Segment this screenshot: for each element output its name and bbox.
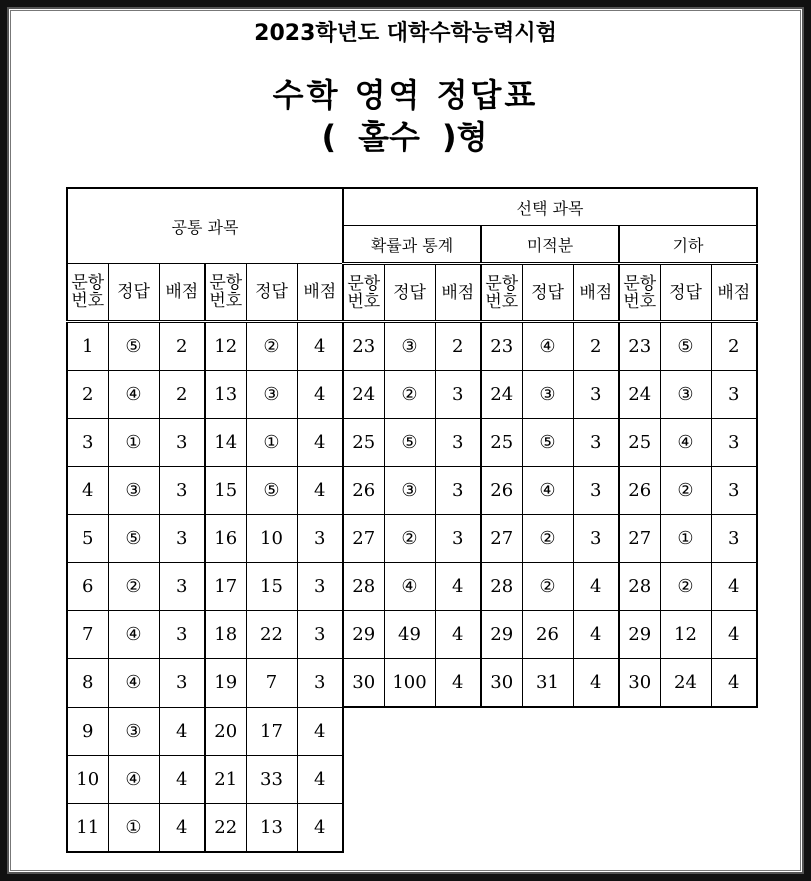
answer-cell: ⑤ (384, 419, 435, 467)
question-number: 24 (481, 371, 522, 419)
answer-cell: 22 (246, 611, 297, 659)
question-number: 11 (67, 803, 108, 852)
answer-cell: ② (384, 515, 435, 563)
type-open-paren: ( (321, 118, 337, 156)
question-number: 1 (67, 322, 108, 371)
answer-cell: 7 (246, 659, 297, 708)
points-cell: 4 (297, 419, 343, 467)
question-number: 16 (205, 515, 246, 563)
points-cell: 3 (711, 515, 757, 563)
points-cell: 3 (159, 515, 205, 563)
question-number: 21 (205, 755, 246, 803)
answer-cell: ③ (108, 707, 159, 755)
col-header-number: 문항 번호 (481, 264, 522, 322)
table-row (67, 563, 757, 611)
question-number: 29 (343, 611, 384, 659)
answer-cell: ④ (108, 755, 159, 803)
answer-cell: ② (660, 563, 711, 611)
table-row (67, 515, 757, 563)
answer-cell: ④ (108, 659, 159, 708)
answer-cell: ④ (108, 371, 159, 419)
points-cell: 4 (297, 371, 343, 419)
col-header-answer: 정답 (660, 264, 711, 322)
col-header-points: 배점 (711, 264, 757, 322)
points-cell: 4 (159, 803, 205, 852)
answer-cell: ① (108, 803, 159, 852)
question-number: 28 (619, 563, 660, 611)
answer-cell: ④ (522, 467, 573, 515)
points-cell: 4 (435, 611, 481, 659)
answer-cell: ⑤ (522, 419, 573, 467)
question-number: 29 (481, 611, 522, 659)
subject-geometry-header: 기하 (619, 226, 757, 264)
answer-table (66, 187, 758, 853)
question-number: 13 (205, 371, 246, 419)
points-cell: 3 (573, 467, 619, 515)
answer-cell: 49 (384, 611, 435, 659)
empty-area (343, 803, 757, 852)
question-number: 3 (67, 419, 108, 467)
question-number: 2 (67, 371, 108, 419)
points-cell: 3 (573, 419, 619, 467)
answer-cell: 12 (660, 611, 711, 659)
question-number: 7 (67, 611, 108, 659)
points-cell: 4 (435, 659, 481, 708)
question-number: 30 (343, 659, 384, 708)
points-cell: 4 (711, 563, 757, 611)
answer-cell: 24 (660, 659, 711, 708)
col-header-number: 문항 번호 (205, 264, 246, 322)
col-header-answer: 정답 (108, 264, 159, 322)
points-cell: 4 (159, 755, 205, 803)
answer-cell: ④ (660, 419, 711, 467)
points-cell: 2 (435, 322, 481, 371)
subject-calculus-header: 미적분 (481, 226, 619, 264)
question-number: 23 (481, 322, 522, 371)
points-cell: 3 (159, 419, 205, 467)
answer-cell: ② (522, 515, 573, 563)
points-cell: 3 (435, 515, 481, 563)
points-cell: 4 (297, 322, 343, 371)
empty-area (343, 707, 757, 755)
main-title: 수학 영역 정답표 (272, 76, 539, 114)
question-number: 27 (343, 515, 384, 563)
table-row (67, 659, 757, 708)
question-number: 26 (343, 467, 384, 515)
points-cell: 3 (159, 659, 205, 708)
col-header-answer: 정답 (522, 264, 573, 322)
answer-cell: ② (108, 563, 159, 611)
points-cell: 4 (573, 611, 619, 659)
question-number: 10 (67, 755, 108, 803)
points-cell: 3 (159, 611, 205, 659)
answer-cell: ② (522, 563, 573, 611)
exam-title: 2023학년도 대학수학능력시험 (254, 21, 557, 46)
points-cell: 4 (573, 659, 619, 708)
question-number: 23 (619, 322, 660, 371)
answer-cell: ⑤ (660, 322, 711, 371)
points-cell: 4 (297, 707, 343, 755)
answer-cell: ③ (108, 467, 159, 515)
points-cell: 3 (297, 611, 343, 659)
col-header-points: 배점 (435, 264, 481, 322)
answer-cell: 13 (246, 803, 297, 852)
question-number: 26 (481, 467, 522, 515)
question-number: 22 (205, 803, 246, 852)
points-cell: 3 (159, 467, 205, 515)
answer-cell: ③ (660, 371, 711, 419)
table-row (67, 322, 757, 371)
answer-cell: 100 (384, 659, 435, 708)
points-cell: 3 (297, 563, 343, 611)
question-number: 4 (67, 467, 108, 515)
col-header-number: 문항 번호 (67, 264, 108, 322)
question-number: 25 (481, 419, 522, 467)
answer-cell: 31 (522, 659, 573, 708)
col-header-answer: 정답 (246, 264, 297, 322)
col-header-answer: 정답 (384, 264, 435, 322)
points-cell: 4 (573, 563, 619, 611)
col-header-points: 배점 (573, 264, 619, 322)
answer-cell: ① (660, 515, 711, 563)
points-cell: 4 (159, 707, 205, 755)
answer-cell: 15 (246, 563, 297, 611)
elective-subject-header: 선택 과목 (343, 188, 757, 226)
answer-cell: ③ (522, 371, 573, 419)
question-number: 30 (619, 659, 660, 708)
points-cell: 4 (297, 755, 343, 803)
table-row (67, 803, 757, 852)
answer-cell: ① (246, 419, 297, 467)
points-cell: 2 (159, 322, 205, 371)
question-number: 24 (619, 371, 660, 419)
question-number: 9 (67, 707, 108, 755)
question-number: 27 (481, 515, 522, 563)
points-cell: 2 (711, 322, 757, 371)
points-cell: 4 (711, 659, 757, 708)
points-cell: 3 (573, 371, 619, 419)
type-close-paren: )형 (441, 118, 488, 156)
table-row (67, 611, 757, 659)
common-subject-header: 공통 과목 (67, 188, 343, 264)
question-number: 6 (67, 563, 108, 611)
table-row (67, 467, 757, 515)
answer-cell: ④ (522, 322, 573, 371)
exam-type-value: 홀수 (358, 118, 420, 156)
answer-cell: 10 (246, 515, 297, 563)
answer-cell: ④ (108, 611, 159, 659)
answer-cell: ③ (384, 322, 435, 371)
question-number: 15 (205, 467, 246, 515)
col-header-points: 배점 (297, 264, 343, 322)
points-cell: 3 (297, 515, 343, 563)
table-row (67, 707, 757, 755)
question-number: 18 (205, 611, 246, 659)
points-cell: 4 (297, 803, 343, 852)
answer-cell: ② (384, 371, 435, 419)
points-cell: 3 (711, 467, 757, 515)
question-number: 8 (67, 659, 108, 708)
question-number: 26 (619, 467, 660, 515)
table-row (67, 755, 757, 803)
points-cell: 3 (435, 371, 481, 419)
points-cell: 4 (435, 563, 481, 611)
points-cell: 4 (297, 467, 343, 515)
answer-cell: 26 (522, 611, 573, 659)
question-number: 27 (619, 515, 660, 563)
points-cell: 3 (435, 419, 481, 467)
question-number: 19 (205, 659, 246, 708)
table-row (67, 419, 757, 467)
question-number: 5 (67, 515, 108, 563)
col-header-number: 문항 번호 (619, 264, 660, 322)
col-header-points: 배점 (159, 264, 205, 322)
answer-cell: 33 (246, 755, 297, 803)
points-cell: 2 (573, 322, 619, 371)
answer-cell: ⑤ (108, 322, 159, 371)
points-cell: 3 (159, 563, 205, 611)
answer-cell: ② (660, 467, 711, 515)
col-header-number: 문항 번호 (343, 264, 384, 322)
points-cell: 2 (159, 371, 205, 419)
question-number: 28 (343, 563, 384, 611)
exam-type-line (0, 112, 811, 158)
table-row (67, 371, 757, 419)
question-number: 20 (205, 707, 246, 755)
question-number: 17 (205, 563, 246, 611)
question-number: 14 (205, 419, 246, 467)
question-number: 12 (205, 322, 246, 371)
answer-cell: ② (246, 322, 297, 371)
question-number: 29 (619, 611, 660, 659)
answer-cell: ⑤ (246, 467, 297, 515)
points-cell: 3 (435, 467, 481, 515)
empty-area (343, 755, 757, 803)
answer-cell: ④ (384, 563, 435, 611)
points-cell: 3 (711, 371, 757, 419)
answer-cell: ⑤ (108, 515, 159, 563)
question-number: 24 (343, 371, 384, 419)
points-cell: 3 (297, 659, 343, 708)
answer-cell: ③ (246, 371, 297, 419)
answer-cell: ① (108, 419, 159, 467)
question-number: 23 (343, 322, 384, 371)
points-cell: 3 (573, 515, 619, 563)
question-number: 28 (481, 563, 522, 611)
points-cell: 3 (711, 419, 757, 467)
question-number: 30 (481, 659, 522, 708)
question-number: 25 (343, 419, 384, 467)
question-number: 25 (619, 419, 660, 467)
answer-cell: 17 (246, 707, 297, 755)
points-cell: 4 (711, 611, 757, 659)
subject-probability-header: 확률과 통계 (343, 226, 481, 264)
answer-cell: ③ (384, 467, 435, 515)
